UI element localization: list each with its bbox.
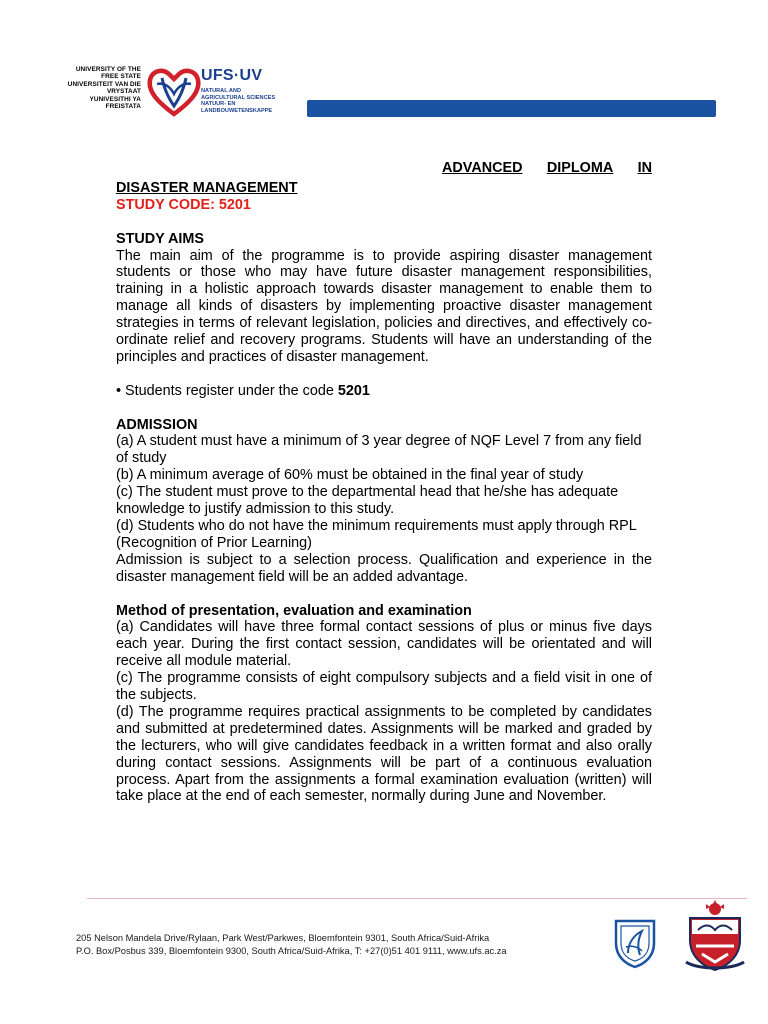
bullet-icon: • (116, 382, 126, 399)
admission-heading: ADMISSION (116, 416, 198, 433)
admission-line: knowledge to justify admission to this study. (116, 501, 395, 518)
title-line-1 (116, 160, 652, 177)
university-line: FREE STATE (101, 73, 141, 81)
ufs-logo (63, 66, 303, 122)
footer-address (76, 932, 507, 957)
university-coat-of-arms-icon (684, 900, 746, 972)
admission-line: of study (116, 450, 167, 467)
address-line: P.O. Box/Posbus 339, Bloemfontein 9300, South Africa/Suid-Afrika, T: +27(0)51 401 9111, www.ufs.ac.za (76, 945, 507, 956)
university-line: VRYSTAAT (106, 88, 141, 96)
university-name (63, 66, 141, 110)
title-line-2: DISASTER MANAGEMENT (116, 179, 298, 196)
faculty-line: NATUUR- EN (201, 101, 236, 108)
admission-line: (c) The student must prove to the departmental head that he/she has adequate (116, 484, 619, 501)
university-line: UNIVERSITEIT VAN DIE (67, 80, 141, 88)
bullet-code: 5201 (337, 382, 370, 399)
bullet-text: Students register under the code (125, 382, 338, 399)
faculty-line: AGRICULTURAL SCIENCES (201, 94, 276, 101)
title-word: IN (637, 160, 652, 176)
address-line: 205 Nelson Mandela Drive/Rylaan, Park West/Parkwes, Bloemfontein 9301, South Africa/Suid-Afrika (76, 933, 490, 943)
shield-crest-icon (612, 917, 658, 969)
footer-divider (87, 898, 747, 899)
method-heading: Method of presentation, evaluation and examination (116, 602, 472, 619)
method-paragraph-a: (a) Candidates will have three formal contact sessions of plus or minus five days each year. During the first contact session, candidates will be orientated and will receive all module material. (116, 619, 652, 670)
university-line: UNIVERSITY OF THE (75, 66, 141, 73)
method-paragraph-c: (c) The programme consists of eight compulsory subjects and a field visit in one of the subjects. (116, 670, 652, 704)
admission-line: (b) A minimum average of 60% must be obtained in the final year of study (116, 467, 584, 484)
university-line: YUNIVESITHI YA (89, 95, 141, 103)
faculty-name (201, 88, 275, 114)
title-word: ADVANCED (442, 160, 523, 176)
faculty-line: LANDBOUWETENSKAPPE (201, 107, 273, 114)
ufs-brand: UFS·UV (201, 67, 263, 84)
university-line: FREISTATA (105, 103, 141, 111)
admission-line: (a) A student must have a minimum of 3 year degree of NQF Level 7 from any field (116, 433, 642, 450)
study-aims-text: The main aim of the programme is to provide aspiring disaster management students or those who may have future disaster management responsibilities, training in a holistic approach towards disaster management to enable them to manage all kinds of disasters by implementing proactive disaster management strategies in terms of relevant legislation, policies and directives, and effectively co-ordinate relief and recovery programs. Students will have an understanding of the principles and practices of disaster management. (116, 247, 652, 365)
admission-line: (Recognition of Prior Learning) (116, 534, 312, 551)
title-word: DIPLOMA (546, 160, 614, 176)
study-code: STUDY CODE: 5201 (116, 196, 251, 213)
admission-line: (d) Students who do not have the minimum requirements must apply through RPL (116, 517, 637, 534)
study-aims-heading: STUDY AIMS (116, 230, 204, 247)
faculty-line: NATURAL AND (201, 88, 241, 94)
admission-line: Admission is subject to a selection process. Qualification and experience in the disaster management field will be an added advantage. (116, 551, 652, 585)
method-paragraph-d: (d) The programme requires practical assignments to be completed by candidates and submitted at predetermined dates. Assignments will be marked and graded by the lecturers, who will give candidates feedback in a written format and also orally during contact sessions. Assignments will be part of a continuous evaluation process. Apart from the assignments a formal examination evaluation (written) will take place at the end of each semester, normally during June and November. (116, 703, 652, 805)
register-bullet (116, 383, 652, 400)
header-bar (307, 100, 716, 117)
document-body (116, 160, 652, 805)
heart-logo-icon (145, 66, 203, 118)
